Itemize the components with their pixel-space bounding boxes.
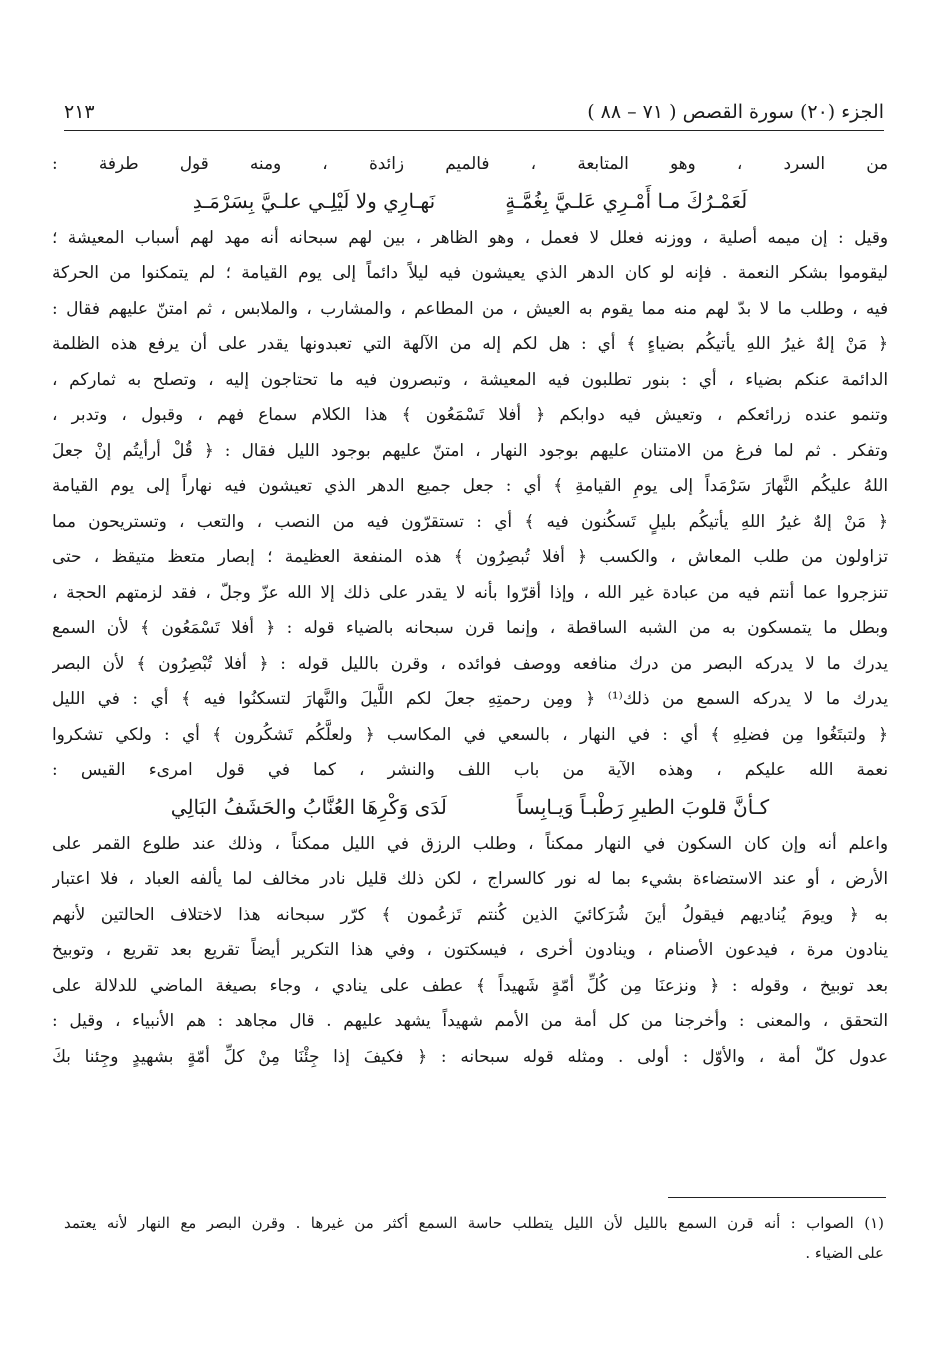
text-line: به ﴿ ويومَ يُناديهم فيقولُ أينَ شُرَكائيَ الذين كُنتم تَزعُمون ﴾ كرّر سبحانه هذا لاختلاف الحالتين لأنهم bbox=[52, 903, 888, 924]
page-header bbox=[64, 96, 884, 128]
text-line: وتفكر . ثم لما فرغ من الامتنان عليهم بوجود النهار ، امتنّ عليهم بوجود الليل فقال : ﴿ قُلْ أرأيتُم إنْ جعلَ bbox=[52, 439, 888, 460]
poem-verse bbox=[52, 788, 888, 826]
footnote bbox=[64, 1208, 884, 1268]
text-line: ﴿ مَنْ إلهٌ غيرُ اللهِ يأتيكُم بليلٍ تَسكُنون فيه ﴾ أي : تستقرّون فيه من النصب ، والتعب ، وتستريحون مما bbox=[52, 510, 888, 531]
text-line: ينادون مرة ، فيدعون الأصنام ، وينادون أخرى ، فيسكتون ، وفي هذا التكرير أيضاً تقريع بعد تقريع ، وتوبيخ bbox=[52, 939, 888, 959]
text-line: ﴿ مَنْ إلهٌ غيرُ اللهِ يأتيكُم بضياءٍ ﴾ أي : هل لكم إله من الآلهة التي تعبدونها يقدر على أن يرفع هذه الظلمة bbox=[52, 333, 888, 353]
verse-hemistich-right: لَعَمْـرُكَ مـا أَمْـرِي عَلـيَّ بِغُمَّـةٍ bbox=[505, 188, 748, 213]
poem-verse bbox=[52, 182, 888, 220]
footnote-line: على الضياء . bbox=[805, 1244, 884, 1262]
text-line: واعلم أنه وإن كان السكون في النهار ممكناً ، وطلب الرزق في الليل ممكناً ، وذلك عند طلوع القمر على bbox=[52, 832, 888, 853]
verse-hemistich-left: نَهـارِي ولا لَيْلِـي علـيَّ بِسَرْمَـدِ bbox=[192, 188, 436, 213]
running-title: الجزء (٢٠) سورة القصص ( ٧١ – ٨٨ ) bbox=[587, 101, 884, 123]
text-line: يدرك ما لا يدركه السمع من ذلك⁽¹⁾ ﴿ ومِن رحمتِهِ جعلَ لكم اللَّيلَ والنَّهارَ لتسكنُوا فيه ﴾ أي : في الليل bbox=[52, 688, 888, 708]
text-line: يدرك ما لا يدركه البصر من درك منافعه ووصف فوائده ، وقرن بالليل قوله : ﴿ أفلا تُبْصِرُون ﴾ لأن البصر bbox=[52, 652, 888, 673]
page-number: ٢١٣ bbox=[64, 101, 95, 123]
verse-hemistich-right: كـأنَّ قلوبَ الطيرِ رَطْبـاً وَيـابِساً bbox=[516, 794, 770, 819]
text-line: ليقوموا بشكر النعمة . فإنه لو كان الدهر الذي يعيشون فيه ليلاً دائماً إلى يوم القيامة ؛ لم يتمكنوا من الحركة bbox=[52, 262, 888, 282]
text-line: التحقق ، والمعنى : وأخرجنا من كل أمة من الأمم شهيداً يشهد عليهم . قال مجاهد : هم الأنبياء ، وقيل : bbox=[52, 1010, 888, 1030]
text-line: بعد توبيخ ، وقوله : ﴿ ونزعنَا مِن كُلِّ أمّةٍ شَهيداً ﴾ عطف على ينادي ، وجاء بصيغة الماضي للدلالة على bbox=[52, 974, 888, 995]
text-line: من السرد ، وهو المتابعة ، فالميم زائدة ، ومنه قول طرفة : bbox=[52, 153, 888, 173]
text-line: وقيل : إن ميمه أصلية ، ووزنه فعلل لا فعمل ، وهو الظاهر ، بين لهم سبحانه أنه مهد لهم أسباب المعيشة ؛ bbox=[52, 226, 888, 247]
text-line: نعمة الله عليكم ، وهذه الآية من باب اللف والنشر ، كما في قول امرىء القيس : bbox=[52, 759, 888, 779]
text-line: تزاولون من طلب المعاش ، والكسب ﴿ أفلا تُبصِرُون ﴾ هذه المنفعة العظيمة ؛ إبصار متعظ متيقظ ، حتى bbox=[52, 546, 888, 566]
text-line: ﴿ ولتبتَغُوا مِن فضلِهِ ﴾ أي : في النهار ، بالسعي في المكاسب ﴿ ولعلَّكُم تَشكُرون ﴾ أي : ولكي تشكروا bbox=[52, 723, 888, 744]
text-line: اللهُ عليكُم النَّهارَ سَرْمَداً إلى يومِ القيامةِ ﴾ أي : جعل جميع الدهر الذي تعيشون فيه نهاراً إلى يوم القيامة bbox=[52, 475, 888, 495]
text-line: عدول كلّ أمة ، والأوّل : أولى . ومثله قوله سبحانه : ﴿ فكيفَ إذا جِئْنَا مِنْ كلِّ أمّةٍ بشهيدٍ وجِئنا بكَ bbox=[52, 1045, 888, 1066]
page-body bbox=[52, 146, 888, 1074]
text-line: وتنمو عنده زرائعكم ، وتعيش فيه دوابكم ﴿ أفلا تَسْمَعُون ﴾ هذا الكلام سماع فهم ، وقبول ، وتدبر ، bbox=[52, 404, 888, 424]
header-rule bbox=[64, 130, 884, 131]
footnote-rule bbox=[668, 1197, 886, 1198]
text-line: تنزجروا عما أنتم فيه من عبادة غير الله ، وإذا أقرّوا بأنه لا يقدر على ذلك إلا الله عزّ وجلّ ، فقد لزمتهم الحجة ، bbox=[52, 581, 888, 602]
text-line: فيه ، وطلب ما لا بدّ لهم منه مما يقوم به العيش ، من المطاعم ، والمشارب ، والملابس ، ثم امتنّ عليهم فقال : bbox=[52, 297, 888, 318]
footnote-line: (١) الصواب : أنه قرن السمع بالليل لأن الليل يتطلب حاسة السمع أكثر من غيرها . وقرن البصر مع النهار لأنه يعتمد bbox=[64, 1214, 884, 1232]
text-line: الدائمة عنكم بضياء ، أي : بنور تطلبون فيه المعيشة ، وتبصرون فيه ما تحتاجون إليه ، وتصلح به ثماركم ، bbox=[52, 368, 888, 389]
text-line: وبطل ما يتمسكون به من الشبه الساقطة ، وإنما قرن سبحانه بالضياء قوله : ﴿ أفلا تَسْمَعُون ﴾ لأن السمع bbox=[52, 617, 888, 637]
verse-hemistich-left: لَدَى وَكْرِهَا العُنَّابُ والحَشَفُ البَالِي bbox=[170, 794, 447, 819]
text-line: الأرض ، أو عند الاستضاءة بشيء بما له نور كالسراج ، لكن ذلك قليل نادر مخالف لما يألفه العباد ، فلا اعتبار bbox=[52, 868, 888, 888]
